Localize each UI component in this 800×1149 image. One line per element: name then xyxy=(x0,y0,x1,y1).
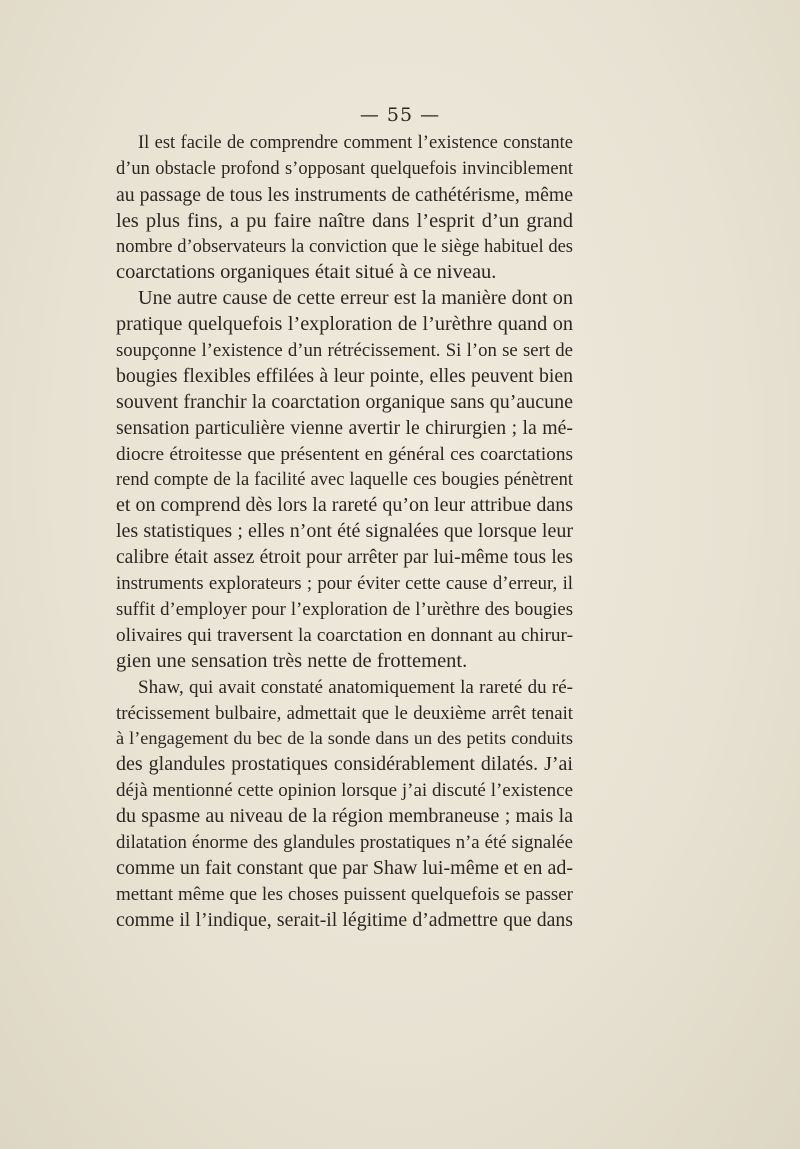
text-line: Une autre cause de cette erreur est la manière dont on xyxy=(138,287,573,310)
text-line: sensation particulière vienne avertir le chirurgien ; la mé- xyxy=(116,416,573,439)
page-number: — 55 — xyxy=(359,104,441,126)
text-line: d’un obstacle profond s’opposant quelquefois invinciblement xyxy=(116,158,573,179)
text-line: olivaires qui traversent la coarctation en donnant au chirur- xyxy=(116,624,573,646)
text-line: mettant même que les choses puissent quelquefois se passer xyxy=(116,883,573,905)
text-line: et on comprend dès lors la rareté qu’on leur attribue dans xyxy=(116,494,573,517)
text-line: au passage de tous les instruments de cathétérisme, même xyxy=(116,183,573,206)
text-line: rend compte de la facilité avec laquelle ces bougies pénètrent xyxy=(116,469,573,490)
text-line: calibre était assez étroit pour arrêter par lui-même tous les xyxy=(116,547,573,569)
text-line: gien une sensation très nette de frottement. xyxy=(116,649,468,672)
text-line: comme il l’indique, serait-il légitime d’admettre que dans xyxy=(116,908,573,931)
text-line: à l’engagement du bec de la sonde dans un des petits conduits xyxy=(116,728,573,749)
text-line: trécissement bulbaire, admettait que le deuxième arrêt tenait xyxy=(116,702,573,724)
text-line: Il est facile de comprendre comment l’existence constante xyxy=(138,133,573,153)
text-line: instruments explorateurs ; pour éviter cette cause d’erreur, il xyxy=(116,573,573,595)
text-line: comme un fait constant que par Shaw lui-même et en ad- xyxy=(116,856,573,879)
text-line: déjà mentionné cette opinion lorsque j’ai discuté l’existence xyxy=(116,780,573,802)
body-text xyxy=(116,131,573,934)
text-line: pratique quelquefois l’exploration de l’urèthre quand on xyxy=(116,313,573,336)
text-line: les plus fins, a pu faire naître dans l’esprit d’un grand xyxy=(116,209,573,232)
text-line: soupçonne l’existence d’un rétrécissement. Si l’on se sert de xyxy=(116,340,573,362)
text-line: suffit d’employer pour l’exploration de l’urèthre des bougies xyxy=(116,599,573,621)
text-line: coarctations organiques était situé à ce niveau. xyxy=(116,261,497,284)
text-line: Shaw, qui avait constaté anatomiquement la rareté du ré- xyxy=(138,676,573,698)
text-line: du spasme au niveau de la région membraneuse ; mais la xyxy=(116,805,573,828)
text-line: les statistiques ; elles n’ont été signalées que lorsque leur xyxy=(116,520,573,543)
text-line: des glandules prostatiques considérablement dilatés. J’ai xyxy=(116,753,573,776)
text-line: bougies flexibles effilées à leur pointe, elles peuvent bien xyxy=(116,365,573,388)
text-line: souvent franchir la coarctation organique sans qu’aucune xyxy=(116,390,573,413)
text-line: diocre étroitesse que présentent en général ces coarctations xyxy=(116,443,573,465)
text-line: dilatation énorme des glandules prostatiques n’a été signalée xyxy=(116,832,573,854)
text-line: nombre d’observateurs la conviction que le siège habituel des xyxy=(116,236,573,257)
